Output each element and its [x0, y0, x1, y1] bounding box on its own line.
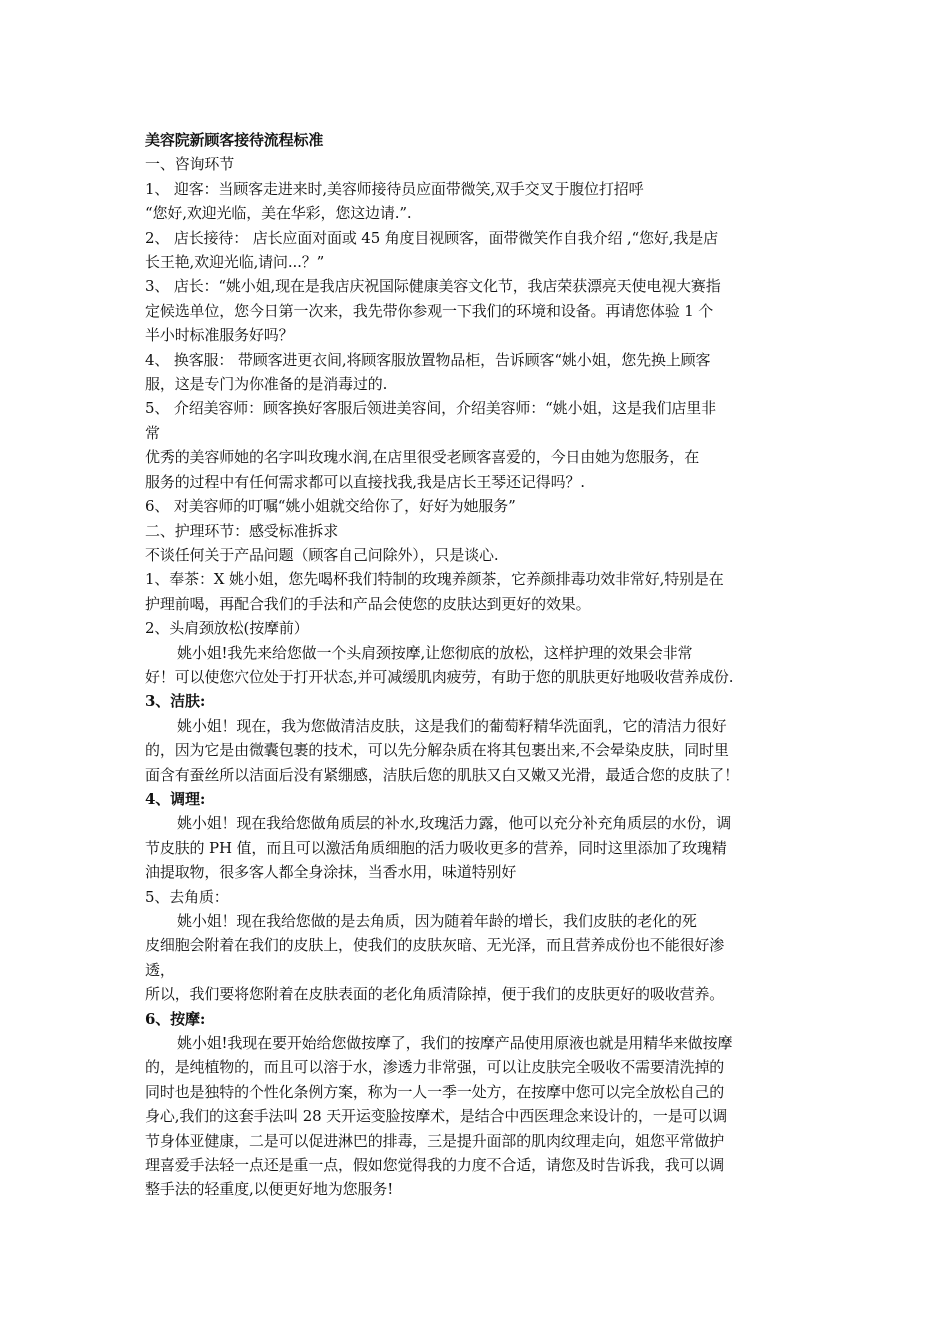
- subheading-line: 2、头肩颈放松(按摩前）: [145, 619, 309, 638]
- paragraph-line: 定候选单位，您今日第一次来，我先带你参观一下我们的环境和设备。再请您体验 1 个: [145, 301, 714, 320]
- paragraph-line: 6、 对美容师的叮嘱“姚小姐就交给你了，好好为她服务”: [145, 497, 516, 516]
- section-heading-consultation: 一、咨询环节: [145, 155, 235, 174]
- paragraph-line: 所以，我们要将您附着在皮肤表面的老化角质清除掉，便于我们的皮肤更好的吸收营养。: [145, 985, 725, 1004]
- subheading-massage: 6、按摩:: [145, 1009, 206, 1028]
- paragraph-line: 不谈任何关于产品问题（顾客自己问除外），只是谈心.: [145, 545, 499, 564]
- paragraph-line: 同时也是独特的个性化条例方案，称为一人一季一处方，在按摩中您可以完全放松自己的: [145, 1082, 725, 1101]
- paragraph-line: 姚小姐！现在我给您做的是去角质，因为随着年龄的增长，我们皮肤的老化的死: [177, 912, 697, 930]
- paragraph-line: 长王艳,欢迎光临,请问...？”: [145, 253, 325, 272]
- paragraph-line: 身心,我们的这套手法叫 28 天开运变脸按摩术，是结合中西医理念来设计的，一是可以调: [145, 1107, 728, 1126]
- paragraph-line: 4、 换客服： 带顾客进更衣间,将顾客服放置物品柜，告诉顾客“姚小姐，您先换上顾客: [145, 350, 711, 369]
- paragraph-line: 服务的过程中有任何需求都可以直接找我,我是店长王琴还记得吗？.: [145, 472, 585, 491]
- paragraph-line: 常: [145, 423, 160, 442]
- paragraph-line: 3、 店长：“姚小姐,现在是我店庆祝国际健康美容文化节，我店荣获漂亮天使电视大赛指: [145, 277, 721, 296]
- paragraph-line: 护理前喝，再配合我们的手法和产品会使您的皮肤达到更好的效果。: [145, 594, 591, 613]
- subheading-toning: 4、调理:: [145, 789, 206, 808]
- paragraph-line: “您好,欢迎光临，美在华彩，您这边请.”.: [145, 204, 412, 223]
- subheading-exfoliation: 5、去角质：: [145, 887, 229, 906]
- paragraph-line: 整手法的轻重度,以便更好地为您服务!: [145, 1180, 394, 1199]
- subheading-cleansing: 3、洁肤:: [145, 692, 206, 711]
- paragraph-line: 透，: [145, 960, 175, 979]
- paragraph-line: 姚小姐！现在我给您做角质层的补水,玫瑰活力露，他可以充分补充角质层的水份，调: [177, 814, 732, 833]
- paragraph-line: 服，这是专门为你准备的是消毒过的.: [145, 375, 388, 394]
- document-title: 美容院新顾客接待流程标准: [145, 131, 324, 149]
- paragraph-line: 姚小姐!我现在要开始给您做按摩了，我们的按摩产品使用原液也就是用精华来做按摩: [177, 1034, 733, 1053]
- section-heading-care: 二、护理环节：感受标准拆求: [145, 521, 339, 540]
- paragraph-line: 姚小姐！现在，我为您做清洁皮肤，这是我们的葡萄籽精华洗面乳，它的清洁力很好: [177, 716, 727, 735]
- paragraph-line: 5、 介绍美容师：顾客换好客服后领进美容间，介绍美容师：“姚小姐，这是我们店里非: [145, 399, 716, 418]
- paragraph-line: 皮细胞会附着在我们的皮肤上，使我们的皮肤灰暗、无光泽，而且营养成份也不能很好渗: [145, 936, 725, 955]
- document-body: [145, 128, 810, 1202]
- paragraph-line: 节身体亚健康，二是可以促进淋巴的排毒，三是提升面部的肌肉纹理走向，姐您平常做护: [145, 1131, 725, 1150]
- paragraph-line: 好！可以使您穴位处于打开状态,并可减缓肌肉疲劳，有助于您的肌肤更好地吸收营养成份.: [145, 667, 734, 686]
- paragraph-line: 的，是纯植物的，而且可以溶于水，渗透力非常强，可以让皮肤完全吸收不需要清洗掉的: [145, 1058, 725, 1077]
- paragraph-line: 1、奉茶：X 姚小姐，您先喝杯我们特制的玫瑰养颜茶，它养颜排毒功效非常好,特别是在: [145, 570, 724, 589]
- paragraph-line: 的，因为它是由微囊包裹的技术，可以先分解杂质在将其包裹出来,不会晕染皮肤，同时里: [145, 741, 729, 760]
- paragraph-line: 理喜爱手法轻一点还是重一点，假如您觉得我的力度不合适，请您及时告诉我，我可以调: [145, 1156, 725, 1175]
- paragraph-line: 1、 迎客：当顾客走进来时,美容师接待员应面带微笑,双手交叉于腹位打招呼: [145, 179, 644, 198]
- paragraph-line: 油提取物，很多客人都全身涂抹，当香水用，味道特别好: [145, 863, 517, 882]
- paragraph-line: 半小时标准服务好吗？: [145, 326, 294, 345]
- paragraph-line: 节皮肤的 PH 值，而且可以激活角质细胞的活力吸收更多的营养，同时这里添加了玫瑰精: [145, 838, 727, 857]
- paragraph-line: 面含有蚕丝所以洁面后没有紧绷感，洁肤后您的肌肤又白又嫩又光滑，最适合您的皮肤了！: [145, 765, 740, 784]
- paragraph-line: 2、 店长接待： 店长应面对面或 45 角度目视顾客，面带微笑作自我介绍 ,“您好,我是店: [145, 228, 718, 247]
- paragraph-line: 优秀的美容师她的名字叫玫瑰水润,在店里很受老顾客喜爱的，今日由她为您服务，在: [145, 448, 700, 467]
- paragraph-line: 姚小姐!我先来给您做一个头肩颈按摩,让您彻底的放松，这样护理的效果会非常: [177, 643, 693, 662]
